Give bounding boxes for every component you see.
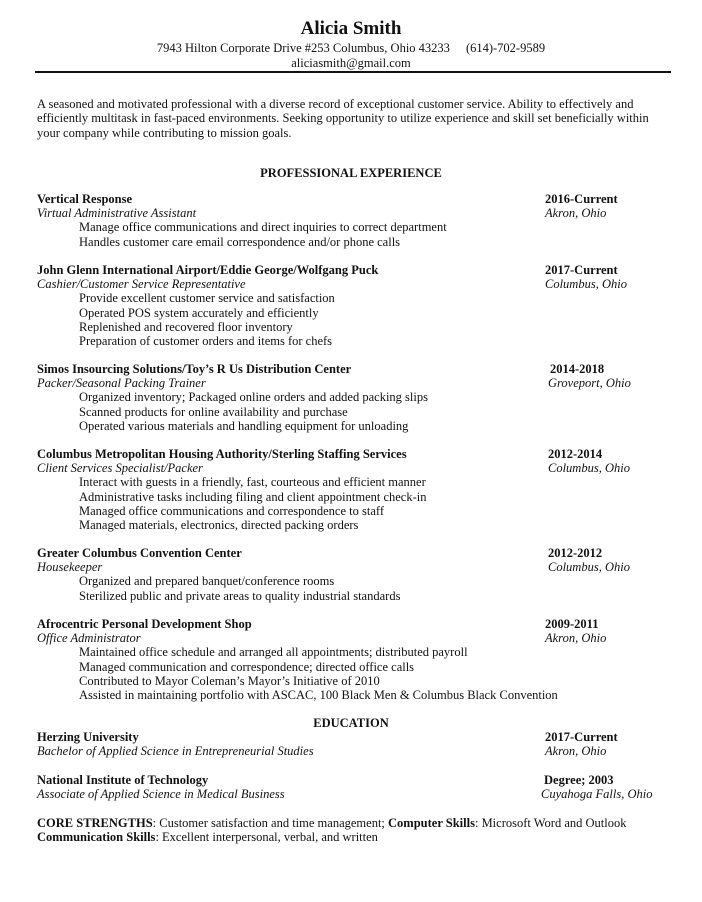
job-title: Client Services Specialist/Packer bbox=[37, 461, 203, 476]
duty: Assisted in maintaining portfolio with ASCAC, 100 Black Men & Columbus Black Convention bbox=[79, 687, 558, 702]
duty: Preparation of customer orders and items for chefs bbox=[79, 333, 333, 348]
duty: Contributed to Mayor Coleman’s Mayor’s Initiative of 2010 bbox=[79, 673, 380, 688]
job-dates: 2017-Current bbox=[545, 263, 618, 277]
duty: Provide excellent customer service and satisfaction bbox=[79, 291, 335, 306]
education-entry bbox=[37, 773, 677, 801]
school: Herzing University bbox=[37, 730, 139, 744]
duty: Managed materials, electronics, directed packing orders bbox=[79, 517, 359, 532]
education-dates: 2017-Current bbox=[545, 730, 618, 744]
job-title: Housekeeper bbox=[37, 560, 103, 575]
duty: Interact with guests in a friendly, fast, courteous and efficient manner bbox=[79, 475, 426, 490]
job-dates: 2012-2014 bbox=[548, 447, 603, 461]
job-location: Columbus, Ohio bbox=[545, 277, 627, 292]
job-entry bbox=[37, 546, 677, 603]
job-entry bbox=[37, 263, 677, 348]
job-location: Akron, Ohio bbox=[545, 206, 607, 221]
job-title: Packer/Seasonal Packing Trainer bbox=[37, 376, 206, 391]
email: aliciasmith@gmail.com bbox=[291, 56, 411, 70]
duty: Replenished and recovered floor inventory bbox=[79, 319, 293, 334]
job-dates: 2016-Current bbox=[545, 192, 618, 206]
employer: Simos Insourcing Solutions/Toy’s R Us Distribution Center bbox=[37, 362, 352, 376]
job-dates: 2014-2018 bbox=[550, 362, 605, 376]
employer: Afrocentric Personal Development Shop bbox=[37, 617, 252, 631]
job-title: Office Administrator bbox=[37, 631, 141, 646]
education-location: Cuyahoga Falls, Ohio bbox=[541, 787, 653, 802]
job-entry bbox=[37, 192, 677, 249]
job-location: Columbus, Ohio bbox=[548, 560, 630, 575]
duty: Manage office communications and direct inquiries to correct department bbox=[79, 220, 447, 235]
contact-line bbox=[0, 41, 702, 56]
job-location: Akron, Ohio bbox=[545, 631, 607, 646]
phone: (614)-702-9589 bbox=[465, 41, 546, 55]
experience-heading: PROFESSIONAL EXPERIENCE bbox=[260, 166, 442, 180]
job-entry bbox=[37, 617, 677, 702]
degree: Associate of Applied Science in Medical Business bbox=[37, 787, 285, 802]
duty: Operated various materials and handling equipment for unloading bbox=[79, 418, 409, 433]
duty: Handles customer care email correspondence and/or phone calls bbox=[79, 234, 401, 249]
job-title: Virtual Administrative Assistant bbox=[37, 206, 197, 221]
communication-skills-text: : Excellent interpersonal, verbal, and written bbox=[155, 830, 378, 845]
education-dates: Degree; 2003 bbox=[544, 773, 614, 787]
school: National Institute of Technology bbox=[37, 773, 209, 787]
duty: Scanned products for online availability and purchase bbox=[79, 404, 348, 419]
candidate-name: Alicia Smith bbox=[300, 18, 402, 39]
education-heading: EDUCATION bbox=[313, 716, 389, 730]
core-strengths-label: CORE STRENGTHS bbox=[37, 816, 153, 830]
duty: Sterilized public and private areas to quality industrial standards bbox=[79, 588, 401, 603]
education-entry bbox=[37, 730, 677, 758]
employer: Greater Columbus Convention Center bbox=[37, 546, 242, 560]
duty: Managed communication and correspondence; directed office calls bbox=[79, 659, 415, 674]
header-divider bbox=[35, 71, 671, 73]
employer: Vertical Response bbox=[37, 192, 133, 206]
employer: Columbus Metropolitan Housing Authority/Sterling Staffing Services bbox=[37, 447, 407, 461]
job-location: Columbus, Ohio bbox=[548, 461, 630, 476]
summary: A seasoned and motivated professional with a diverse record of exceptional customer service. Ability to effectively and efficiently multitask in fast-paced environments. Seeking opportunity to utilize experience and skill set beneficially within your company while contributing to mission goals. bbox=[37, 97, 649, 140]
job-entry bbox=[37, 362, 677, 433]
job-location: Groveport, Ohio bbox=[548, 376, 631, 391]
duty: Administrative tasks including filing and client appointment check-in bbox=[79, 489, 427, 504]
address: 7943 Hilton Corporate Drive #253 Columbus, Ohio 43233 bbox=[156, 41, 450, 55]
job-title: Cashier/Customer Service Representative bbox=[37, 277, 246, 292]
duty: Maintained office schedule and arranged all appointments; distributed payroll bbox=[79, 645, 468, 660]
job-entry bbox=[37, 447, 677, 532]
job-dates: 2012-2012 bbox=[548, 546, 603, 560]
education-location: Akron, Ohio bbox=[545, 744, 607, 759]
duty: Managed office communications and correspondence to staff bbox=[79, 503, 384, 518]
duty: Organized and prepared banquet/conference rooms bbox=[79, 574, 335, 589]
core-strengths-text: : Customer satisfaction and time management; bbox=[152, 816, 389, 830]
duty: Operated POS system accurately and efficiently bbox=[79, 305, 319, 320]
communication-skills-label: Communication Skills bbox=[37, 830, 156, 845]
employer: John Glenn International Airport/Eddie George/Wolfgang Puck bbox=[37, 263, 379, 277]
computer-skills-label: Computer Skills bbox=[388, 816, 475, 830]
duty: Organized inventory; Packaged online orders and added packing slips bbox=[79, 390, 428, 405]
job-dates: 2009-2011 bbox=[545, 617, 599, 631]
computer-skills-text: : Microsoft Word and Outlook bbox=[474, 816, 627, 830]
degree: Bachelor of Applied Science in Entrepreneurial Studies bbox=[37, 744, 314, 759]
skills-block bbox=[37, 816, 677, 844]
